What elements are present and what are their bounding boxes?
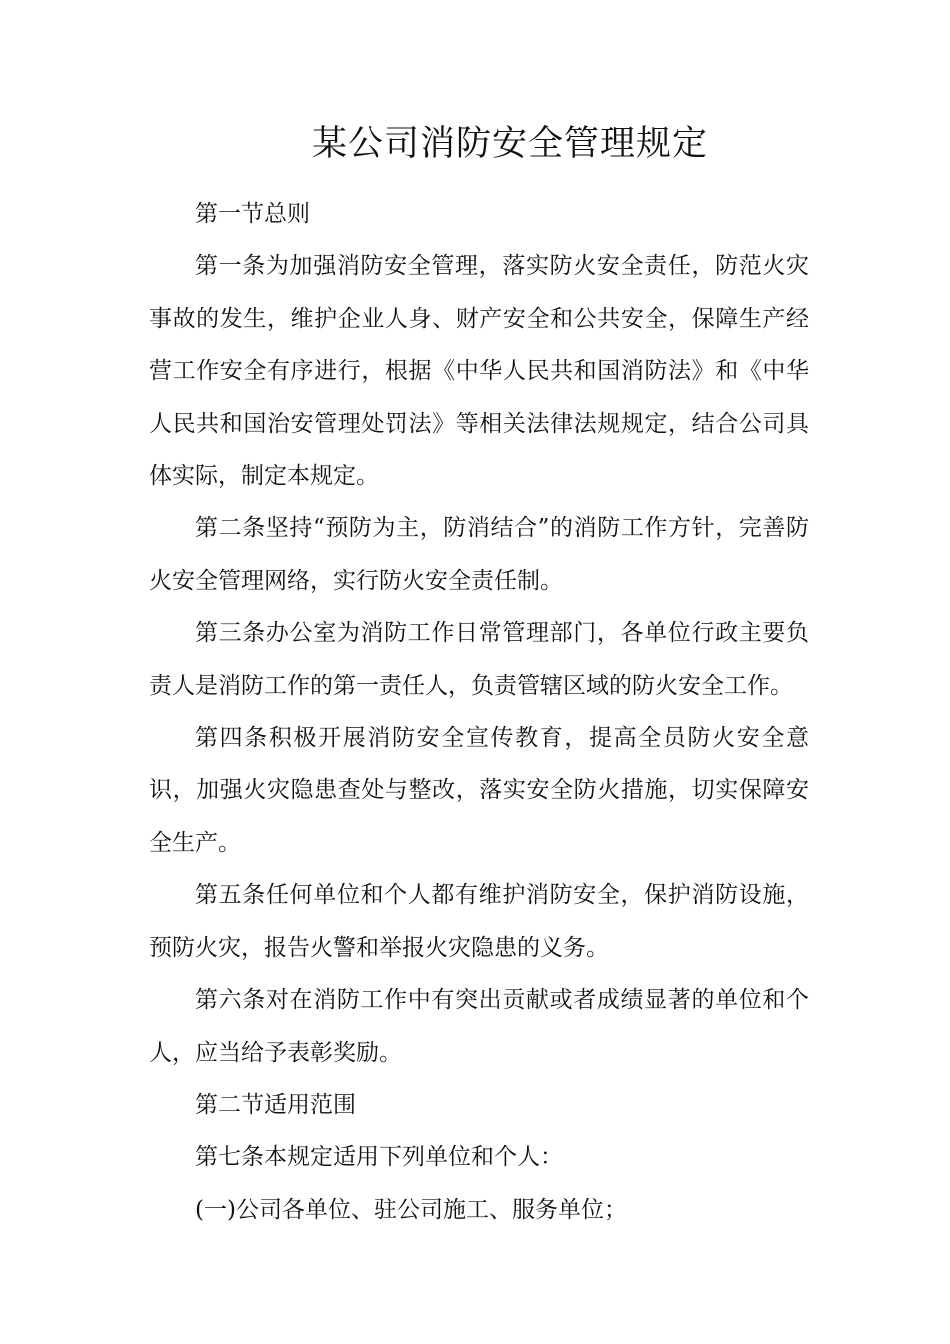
article-3: 第三条办公室为消防工作日常管理部门，各单位行政主要负责人是消防工作的第一责任人，负责管辖区域的防火安全工作。: [149, 620, 809, 699]
article-7: 第七条本规定适用下列单位和个人：: [195, 1144, 563, 1171]
document-body: [149, 188, 809, 1236]
article-6: 第六条对在消防工作中有突出贡献或者成绩显著的单位和个人，应当给予表彰奖励。: [149, 987, 809, 1066]
article-2: 第二条坚持“预防为主，防消结合”的消防工作方针，完善防火安全管理网络，实行防火安全责任制。: [149, 515, 809, 594]
document-title: 某公司消防安全管理规定: [311, 124, 708, 164]
section-heading-general: 第一节总则: [195, 201, 310, 227]
article-4: 第四条积极开展消防安全宣传教育，提高全员防火安全意识，加强火灾隐患查处与整改，落实安全防火措施，切实保障安全生产。: [149, 725, 809, 856]
article-1: 第一条为加强消防安全管理，落实防火安全责任，防范火灾事故的发生，维护企业人身、财产安全和公共安全，保障生产经营工作安全有序进行，根据《中华人民共和国消防法》和《中华人民共和国治安管理处罚法》等相关法律法规规定，结合公司具体实际，制定本规定。: [149, 253, 809, 490]
section-heading-scope: 第二节适用范围: [195, 1091, 356, 1118]
list-item-1: (一)公司各单位、驻公司施工、服务单位；: [195, 1196, 627, 1223]
article-5: 第五条任何单位和个人都有维护消防安全，保护消防设施，预防火灾，报告火警和举报火灾隐患的义务。: [149, 882, 809, 961]
